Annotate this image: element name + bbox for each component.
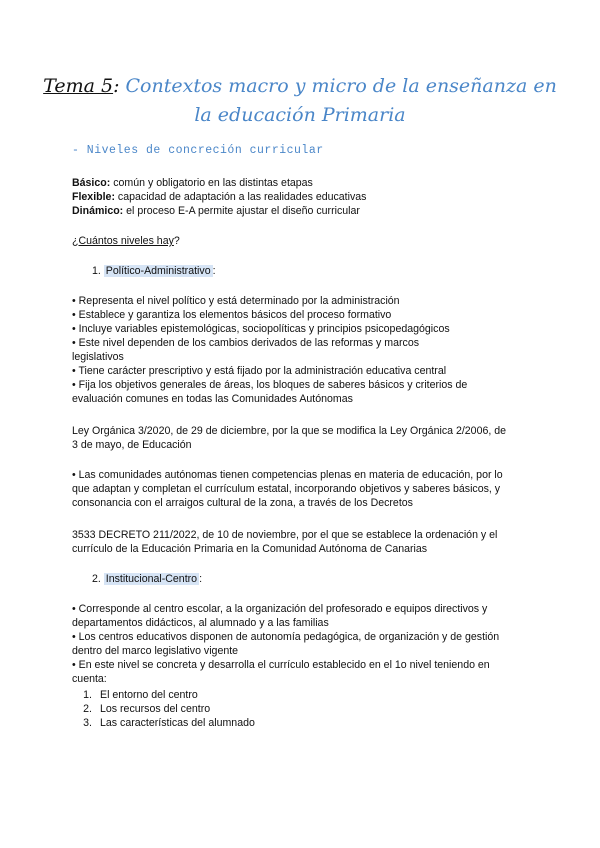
- sublist-item: [72, 688, 198, 702]
- title-rest: Contextos macro y micro de la enseñanza en la educación Primaria: [119, 75, 557, 126]
- definition-term: Dinámico:: [72, 205, 124, 217]
- level-number: 1.: [92, 265, 101, 277]
- bullet-line: dentro del marco legislativo vigente: [72, 645, 239, 657]
- decree-line: currículo de la Educación Primaria en la Comunidad Autónoma de Canarias: [72, 543, 428, 555]
- question-text: Cuántos niveles hay: [78, 235, 174, 247]
- sublist-text: El entorno del centro: [100, 689, 198, 701]
- level-number: 2.: [92, 573, 101, 585]
- definition-line: [72, 190, 366, 204]
- bullet-line: legislativos: [72, 351, 124, 363]
- question-line: [72, 234, 180, 248]
- title-lead: Tema 5: [43, 75, 114, 97]
- bullet-line: • Fija los objetivos generales de áreas, los bloques de saberes básicos y criterios de: [72, 379, 468, 391]
- level-heading-1: [92, 264, 216, 278]
- definition-line: [72, 176, 313, 190]
- definition-text: capacidad de adaptación a las realidades educativas: [114, 191, 367, 203]
- title-colon: :: [113, 75, 120, 97]
- bullet-line: • Este nivel dependen de los cambios derivados de las reformas y marcos: [72, 337, 420, 349]
- level-colon: :: [199, 573, 203, 585]
- sublist-number: 2.: [83, 703, 92, 715]
- sublist-text: Los recursos del centro: [100, 703, 211, 715]
- section-heading: - Niveles de concreción curricular: [72, 144, 324, 157]
- bullet-line: • Corresponde al centro escolar, a la organización del profesorado e equipos directivos y: [72, 603, 488, 615]
- level-label: Institucional-Centro: [105, 573, 198, 585]
- question-open: ¿: [72, 235, 79, 247]
- bullet-line: • Los centros educativos disponen de autonomía pedagógica, de organización y de gestión: [72, 631, 500, 643]
- bullet-line: • Tiene carácter prescriptivo y está fijado por la administración educativa central: [72, 365, 447, 377]
- sublist-text: Las características del alumnado: [100, 717, 255, 729]
- decree-line: 3533 DECRETO 211/2022, de 10 de noviembre, por el que se establece la ordenación y el: [72, 529, 498, 541]
- question-close: ?: [173, 235, 180, 247]
- definition-text: el proceso E-A permite ajustar el diseño curricular: [123, 205, 360, 217]
- page-title: [40, 72, 560, 130]
- definition-term: Flexible:: [72, 191, 115, 203]
- bullet-line: • Representa el nivel político y está determinado por la administración: [72, 295, 400, 307]
- definition-text: común y obligatorio en las distintas etapas: [110, 177, 313, 189]
- definition-term: Básico:: [72, 177, 111, 189]
- bullet-line: evaluación comunes en todas las Comunidades Autónomas: [72, 393, 353, 405]
- sublist-number: 3.: [83, 717, 92, 729]
- definition-line: [72, 204, 360, 218]
- sublist-item: [72, 702, 210, 716]
- bullet-line: • En este nivel se concreta y desarrolla el currículo establecido en el 1o nivel teniendo en: [72, 659, 490, 671]
- paragraph-line: consonancia con el arraigos cultural de la zona, a través de los Decretos: [72, 497, 413, 509]
- level-heading-2: [92, 572, 202, 586]
- bullet-line: • Establece y garantiza los elementos básicos del proceso formativo: [72, 309, 392, 321]
- level-label: Político-Administrativo: [105, 265, 211, 277]
- bullet-line: • Incluye variables epistemológicas, sociopolíticas y principios psicopedagógicos: [72, 323, 450, 335]
- law-line: Ley Orgánica 3/2020, de 29 de diciembre, por la que se modifica la Ley Orgánica 2/2006, de: [72, 425, 507, 437]
- paragraph-line: que adaptan y completan el currículum estatal, incorporando objetivos y saberes básicos, y: [72, 483, 501, 495]
- bullet-line: departamentos didácticos, al alumnado y a las familias: [72, 617, 329, 629]
- bullet-line: cuenta:: [72, 673, 107, 685]
- paragraph-line: • Las comunidades autónomas tienen competencias plenas en materia de educación, por lo: [72, 469, 503, 481]
- level-colon: :: [212, 265, 216, 277]
- law-line: 3 de mayo, de Educación: [72, 439, 192, 451]
- sublist-number: 1.: [83, 689, 92, 701]
- sublist-item: [72, 716, 255, 730]
